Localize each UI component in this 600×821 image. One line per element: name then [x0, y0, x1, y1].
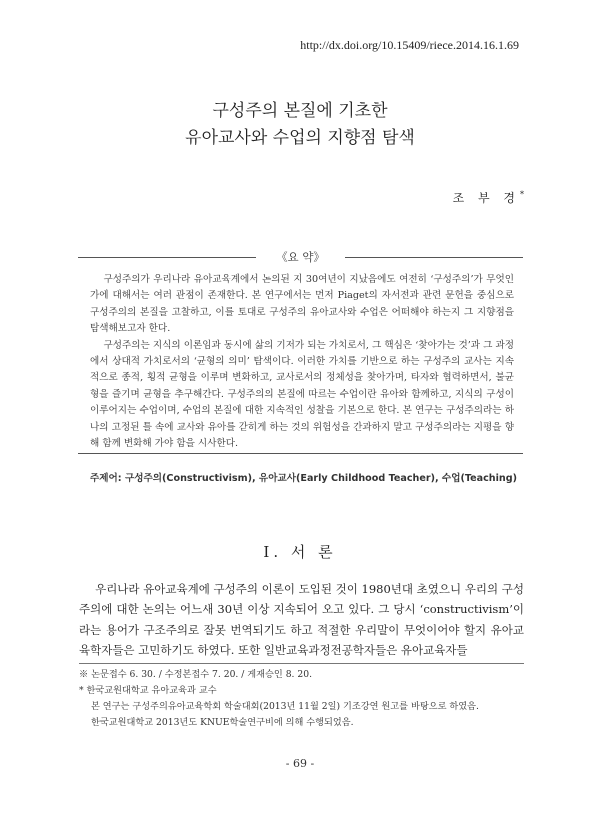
footnote-note-1: 본 연구는 구성주의유아교육학회 학술대회(2013년 11월 2일) 기조강연 원고를 바탕으로 하였음. [91, 701, 479, 712]
footnote-note-2: 한국교원대학교 2013년도 KNUE학술연구비에 의해 수행되었음. [91, 717, 354, 728]
keywords: 주제어: 구성주의(Constructivism), 유아교사(Early Childhood Teacher), 수업(Teaching) [90, 473, 517, 484]
abstract-heading [78, 250, 523, 264]
page-number: - 69 - [285, 757, 315, 770]
section-heading-introduction: Ⅰ. 서 론 [263, 543, 337, 561]
doi-link[interactable]: http://dx.doi.org/10.15409/riece.2014.16.1.69 [300, 38, 519, 52]
footnotes [79, 667, 524, 731]
abstract-bottom-rule [78, 453, 523, 454]
title-line-2: 유아교사와 수업의 지향점 탐색 [185, 128, 415, 148]
title-line-1: 구성주의 본질에 기초한 [212, 101, 388, 121]
footnote-dates: ※ 논문접수 6. 30. / 수정본접수 7. 20. / 게재승인 8. 20. [79, 669, 313, 680]
abstract-heading-rule-right [345, 257, 523, 258]
body-paragraph: 우리나라 유아교육계에 구성주의 이론이 도입된 것이 1980년대 초였으니 우리의 구성주의에 대한 논의는 어느새 30년 이상 지속되어 오고 있다. 그 당시 ‘constructivism’이라는 용어가 구조주의로 잘못 번역되기도 하고 적절한 우리말이 무엇이어야 할지 유아교육학자들은 고민하기도 하였다. 또한 일반교육과정전공학자들은 유아교육자들 [79, 582, 524, 658]
abstract-body [90, 272, 514, 452]
footnote-rule [79, 663, 524, 664]
body-text [79, 579, 524, 661]
footnote-affiliation: * 한국교원대학교 유아교육과 교수 [79, 685, 217, 696]
abstract-heading-label: 《요 약》 [276, 250, 325, 264]
author-name-text: 조 부 경 [452, 191, 520, 205]
author-name [453, 189, 524, 206]
abstract-paragraph-1: 구성주의가 우리나라 유아교육계에서 논의된 지 30여년이 지났음에도 여전히 ‘구성주의’가 무엇인가에 대해서는 여러 관점이 존재한다. 본 연구에서는 먼저 Piaget의 자서전과 관련 문헌을 중심으로 구성주의의 본질을 고찰하고, 이를 토대로 구성주의 유아교사와 수업은 어떠해야 하는지 그 지향점을 탐색해보고자 한다. [90, 274, 514, 335]
abstract-paragraph-2: 구성주의는 지식의 이론임과 동시에 삶의 기저가 되는 가치로서, 그 핵심은 ‘찾아가는 것’과 그 과정에서 상대적 가치로서의 ‘균형의 의미’ 탐색이다. 이러한 가치를 기반으로 하는 구성주의 교사는 지속적으로 종적, 횡적 균형을 이루며 변화하고, 교사로서의 정체성을 찾아가며, 타자와 협력하면서, 불균형을 즐기며 균형을 추구해간다. 구성주의의 본질에 따르는 수업이란 유아와 함께하고, 지식의 구성이 이루어지는 수업이며, 수업의 본질에 대한 지속적인 성찰을 기본으로 한다. 본 연구는 구성주의라는 하나의 고정된 틀 속에 교사와 유아를 갇히게 하는 것의 위험성을 간과하지 말고 구성주의라는 지평을 향해 함께 변화해 가야 함을 시사한다. [90, 339, 514, 450]
paper-title [0, 98, 600, 152]
author-footnote-mark: * [520, 190, 524, 199]
